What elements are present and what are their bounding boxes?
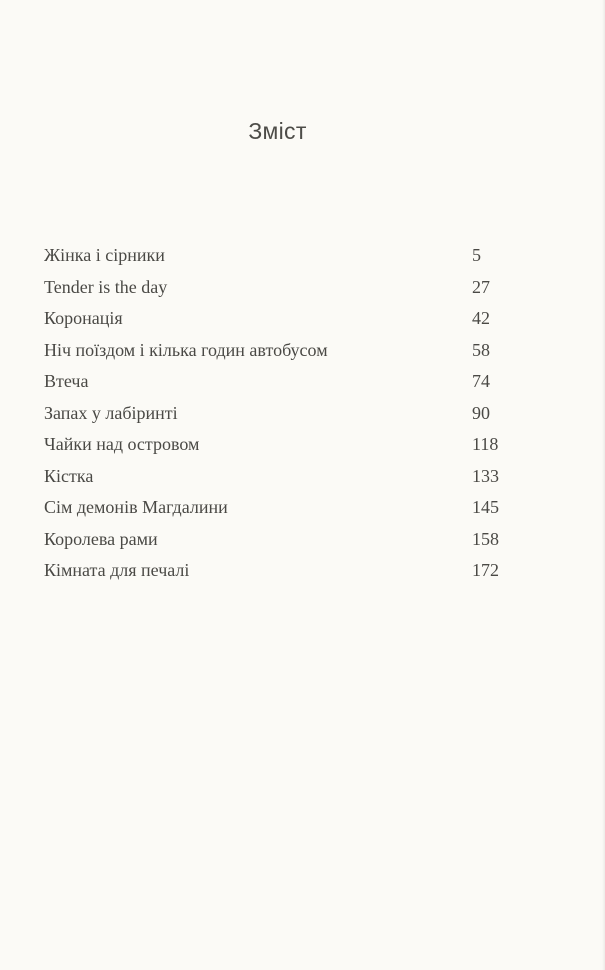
toc-entry-page: 58 [472, 339, 490, 360]
toc-entry [44, 304, 514, 336]
toc-entry-title: Ніч поїздом і кілька годин автобусом [44, 339, 328, 360]
toc-entry-title: Королева рами [44, 528, 158, 549]
toc-entry-page: 172 [472, 560, 499, 580]
toc-entry-page: 42 [472, 308, 490, 328]
toc-entry-title: Коронація [44, 308, 123, 328]
toc-entry-page: 5 [472, 245, 481, 265]
toc-entry [44, 556, 514, 588]
toc-entry-title: Втеча [44, 371, 89, 391]
page-title: Зміст [248, 118, 307, 144]
toc-entry-title: Жінка і сірники [44, 245, 165, 265]
toc-entry [44, 336, 514, 368]
toc-entry-title: Tender is the day [44, 276, 168, 297]
toc-entry [44, 493, 514, 525]
toc-entry [44, 430, 514, 462]
toc-entry [44, 525, 514, 557]
toc-entry-title: Кімната для печалі [44, 560, 190, 580]
toc-entry-title: Сім демонів Магдалини [44, 497, 228, 517]
toc-entry [44, 367, 514, 399]
table-of-contents [44, 241, 514, 588]
toc-entry [44, 241, 514, 273]
toc-entry-page: 74 [472, 371, 490, 391]
toc-entry-page: 145 [472, 497, 499, 517]
toc-entry-title: Чайки над островом [44, 434, 200, 454]
toc-entry-page: 90 [472, 402, 490, 423]
toc-entry-title: Кістка [44, 465, 94, 486]
toc-entry [44, 399, 514, 431]
toc-entry [44, 462, 514, 494]
toc-entry-page: 133 [472, 465, 499, 486]
toc-entry-page: 118 [472, 434, 499, 454]
toc-entry-page: 27 [472, 276, 490, 297]
toc-entry-page: 158 [472, 528, 499, 549]
toc-entry [44, 273, 514, 305]
toc-entry-title: Запах у лабіринті [44, 402, 178, 423]
